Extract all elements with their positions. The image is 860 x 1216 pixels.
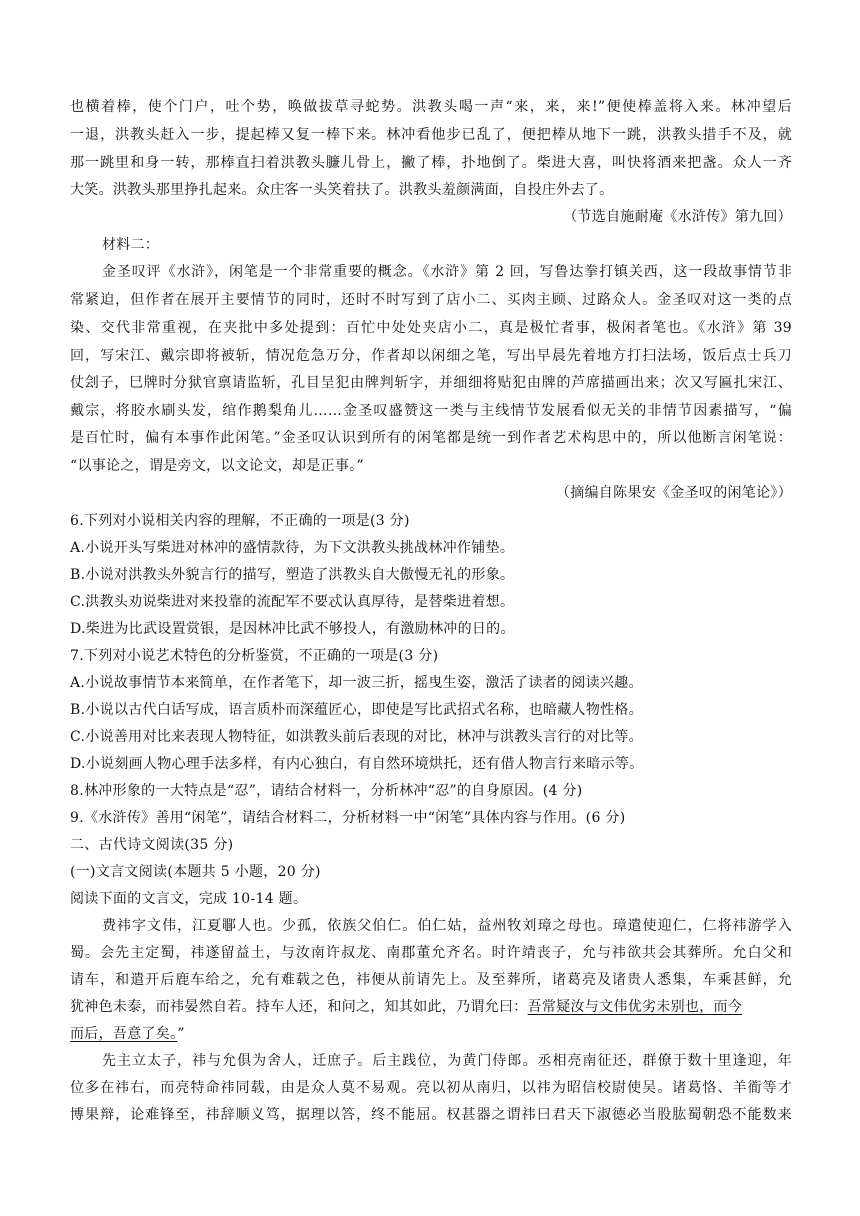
underlined-sentence: 吾常疑汝与文伟优劣未别也，而今	[527, 999, 743, 1015]
q7-option-b: B.小说以古代白话写成，语言质朴而深蕴匠心，即使是写比武招式名称，也暗藏人物性格。	[70, 702, 644, 718]
classical-line: 博果辩，论难锋至，祎辞顺义笃，据理以答，终不能屈。权甚器之谓祎曰君天下淑德必当股肱蜀朝恐不能数来	[70, 1107, 792, 1123]
classical-line-text: 犹神色未泰，而祎晏然自若。持车人还，和问之，知其如此，乃谓允曰：	[70, 999, 528, 1015]
material2-line: 仗刽子，巳牌时分狱官禀请监斩，孔目呈犯由牌判斩字，并细细将贴犯由牌的芦席描画出来；次又写匾扎宋江、	[70, 375, 792, 391]
classical-line	[70, 997, 792, 1017]
q6-stem: 6.下列对小说相关内容的理解，不正确的一项是(3 分)	[70, 513, 410, 529]
material2-line: 回，写宋江、戴宗即将被斩，情况危急万分，作者却以闲细之笔，写出早晨先着地方打扫法场，饭后点士兵刀	[70, 348, 792, 364]
classical-line: 请车，和遣开后鹿车给之，允有难载之色，祎便从前请先上。及至葬所，诸葛亮及诸贵人悉集，车乘甚鲜，允	[70, 972, 792, 988]
classical-line	[70, 1024, 792, 1044]
closing-quote: ”	[177, 1026, 185, 1042]
instruction: 阅读下面的文言文，完成 10-14 题。	[70, 891, 308, 907]
q7-option-a: A.小说故事情节本来简单，在作者笔下，却一波三折，摇曳生姿，激活了读者的阅读兴趣。	[70, 675, 643, 691]
subsection-heading: (一)文言文阅读(本题共 5 小题，20 分)	[70, 864, 321, 880]
q8: 8.林冲形象的一大特点是“忍”，请结合材料一，分析林冲“忍”的自身原因。(4 分)	[70, 783, 583, 799]
underlined-sentence: 而后，吾意了矣。	[70, 1026, 178, 1042]
q7-option-c: C.小说善用对比来表现人物特征，如洪教头前后表现的对比，林冲与洪教头言行的对比等。	[70, 729, 643, 745]
material2-line: 金圣叹评《水浒》，闲笔是一个非常重要的概念。《水浒》第 2 回，写鲁达拳打镇关西，这一段故事情节非	[102, 264, 792, 280]
material2-heading: 材料二：	[102, 237, 160, 253]
classical-line: 蜀。会先主定蜀，祎遂留益土，与汝南许叔龙、南郡董允齐名。时许靖丧子，允与祎欲共会其葬所。允白父和	[70, 945, 792, 961]
material2-line: 常紧迫，但作者在展开主要情节的同时，还时不时写到了店小二、买肉主顾、过路众人。金圣叹对这一类的点	[70, 292, 792, 308]
material2-line: “以事论之，谓是旁文，以文论文，却是正事。”	[70, 458, 364, 474]
passage-a-line: 那一跳里和身一转，那棒直扫着洪教头臁儿骨上，撇了棒，扑地倒了。柴进大喜，叫快将酒来把盏。众人一齐	[70, 155, 792, 171]
section-heading: 二、古代诗文阅读(35 分)	[70, 837, 234, 853]
q6-option-c: C.洪教头劝说柴进对来投靠的流配军不要忒认真厚待，是替柴进着想。	[70, 594, 515, 610]
q6-option-a: A.小说开头写柴进对林冲的盛情款待，为下文洪教头挑战林冲作铺垫。	[70, 540, 515, 556]
q6-option-d: D.柴进为比武设置赏银，是因林冲比武不够投人，有激励林冲的日的。	[70, 621, 515, 637]
material2-line: 是百忙时，偏有本事作此闲笔。”金圣叹认识到所有的闲笔都是统一到作者艺术构思中的，所以他断言闲笔说：	[70, 430, 792, 446]
q9: 9.《水浒传》善用“闲笔”，请结合材料二，分析材料一中“闲笔”具体内容与作用。(6 分)	[70, 810, 626, 826]
q6-option-b: B.小说对洪教头外貌言行的描写，塑造了洪教头自大傲慢无礼的形象。	[70, 567, 515, 583]
classical-line: 费祎字文伟，江夏鄳人也。少孤，依族父伯仁。伯仁姑，益州牧刘璋之母也。璋遣使迎仁，仁将祎游学入	[102, 918, 792, 934]
passage-a-line: 一退，洪教头赶入一步，提起棒又复一棒下来。林冲看他步已乱了，便把棒从地下一跳，洪教头措手不及，就	[70, 127, 792, 143]
q7-stem: 7.下列对小说艺术特色的分析鉴赏，不正确的一项是(3 分)	[70, 648, 439, 664]
classical-line: 位多在祎右，而亮特命祎同载，由是众人莫不易观。亮以初从南归，以祎为昭信校尉使吴。诸葛恪、羊衜等才	[70, 1080, 792, 1096]
passage-a-line: 也横着棒，使个门户，吐个势，唤做拔草寻蛇势。洪教头喝一声“来，来，来!”便使棒盖将入来。林冲望后	[70, 99, 792, 115]
material2-line: 戴宗，将胶水刷头发，绾作鹅梨角儿……金圣叹盛赞这一类与主线情节发展看似无关的非情节因素描写，“偏	[70, 403, 792, 419]
q7-option-d: D.小说刻画人物心理手法多样，有内心独白，有自然环境烘托，还有借人物言行来暗示等。	[70, 756, 644, 772]
material2-source: （摘编自陈果安《金圣叹的闲笔论》）	[555, 485, 792, 501]
passage-a-source: （节选自施耐庵《水浒传》第九回）	[563, 209, 792, 225]
passage-a-line: 大笑。洪教头那里挣扎起来。众庄客一头笑着扶了。洪教头羞颜满面，自投庄外去了。	[70, 182, 614, 198]
material2-line: 染、交代非常重视，在夹批中多处提到：百忙中处处夹店小二，真是极忙者事，极闲者笔也。《水浒》第 39	[70, 320, 792, 336]
classical-line: 先主立太子，祎与允俱为舍人，迁庶子。后主践位，为黄门侍郎。丞相亮南征还，群僚于数十里逢迎，年	[102, 1053, 792, 1069]
